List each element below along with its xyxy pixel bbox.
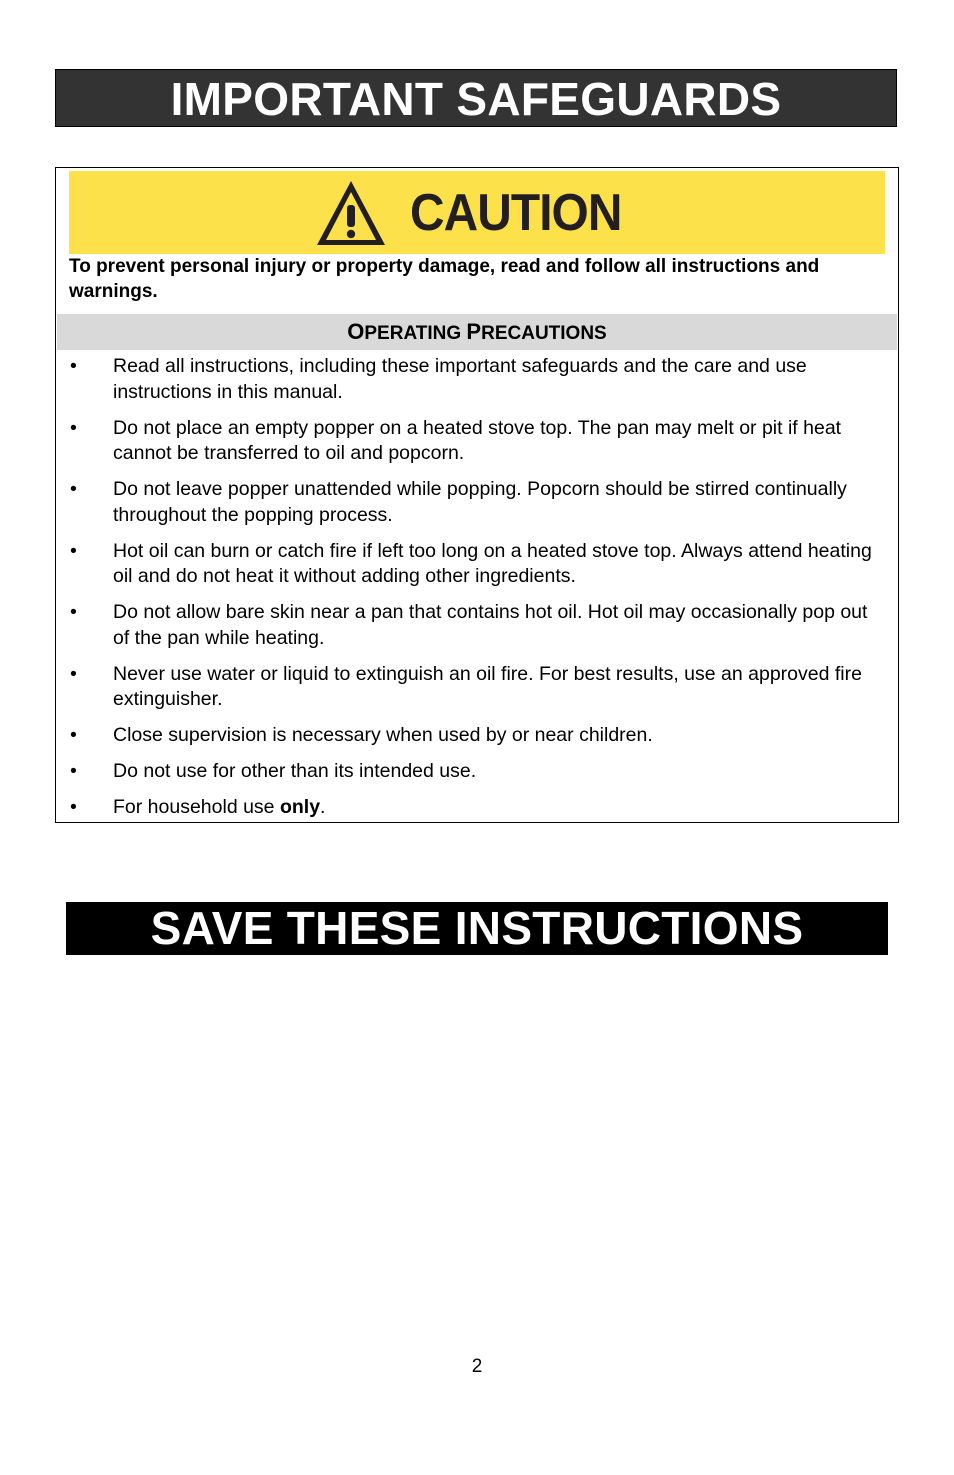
caution-intro: To prevent personal injury or property damage, read and follow all instructions and warnings. — [69, 256, 820, 302]
caution-banner — [69, 171, 885, 254]
precautions-list — [69, 354, 889, 831]
safeguards-box — [55, 167, 899, 823]
list-item: • Read all instructions, including these important safeguards and the care and use instructions in this manual. — [70, 355, 807, 403]
list-item: • Do not use for other than its intended use. — [70, 760, 477, 782]
list-item: • For household use only. — [70, 796, 326, 818]
section-heading: OPERATING PRECAUTIONS — [57, 314, 897, 350]
page-number: 2 — [471, 1356, 483, 1377]
list-item: • Close supervision is necessary when used by or near children. — [70, 724, 653, 746]
list-item: • Do not place an empty popper on a heated stove top. The pan may melt or pit if heat cannot be transferred to oil and popcorn. — [70, 416, 842, 464]
list-item: • Do not allow bare skin near a pan that contains hot oil. Hot oil may occasionally pop out of the pan while heating. — [70, 601, 868, 649]
warning-triangle-icon — [314, 178, 388, 248]
page-title: IMPORTANT SAFEGUARDS — [55, 69, 897, 127]
list-item: • Never use water or liquid to extinguish an oil fire. For best results, use an approved fire extinguisher. — [70, 662, 862, 710]
list-item: • Hot oil can burn or catch fire if left too long on a heated stove top. Always attend heating oil and do not heat it without adding other ingredients. — [70, 539, 872, 587]
save-instructions-banner: SAVE THESE INSTRUCTIONS — [66, 902, 888, 955]
list-item: • Do not leave popper unattended while popping. Popcorn should be stirred continually throughout the popping process. — [70, 478, 847, 526]
caution-label: CAUTION — [410, 183, 622, 242]
